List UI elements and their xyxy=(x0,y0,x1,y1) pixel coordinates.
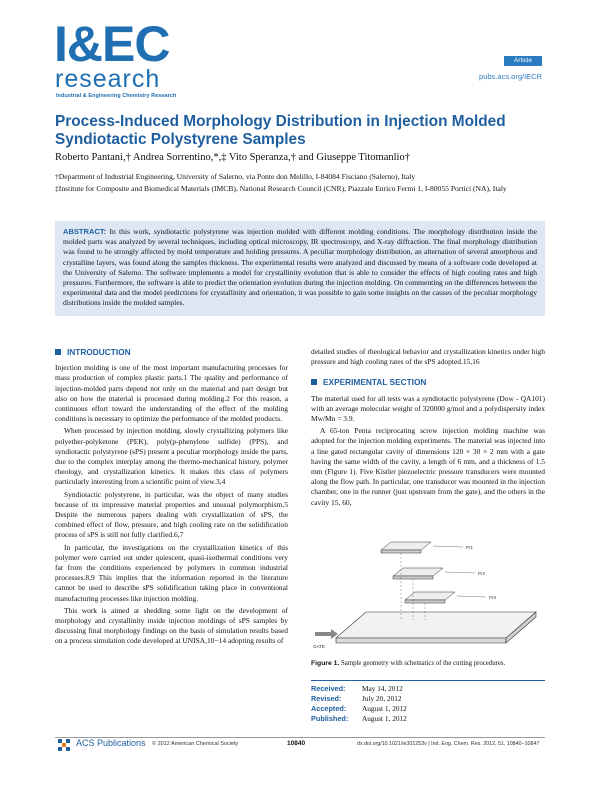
abstract-label: ABSTRACT: xyxy=(63,227,107,236)
experimental-paragraph: The material used for all tests was a syndiotactic polystyrene (Dow - QA101) with an average molecular weight of 320000 g/mol and a polydispersity index Mw/Mn = 3.9. xyxy=(311,393,545,424)
molded-plate xyxy=(336,612,536,638)
history-row: Revised: July 20, 2012 xyxy=(311,694,402,703)
left-column xyxy=(55,347,288,649)
right-column xyxy=(311,347,545,510)
label-leader xyxy=(433,546,463,547)
figure-caption xyxy=(311,659,545,668)
sample-slab-1-edge xyxy=(381,550,421,553)
journal-logo-research: research xyxy=(55,65,161,93)
abstract-box xyxy=(55,221,545,316)
article-type-badge: Article xyxy=(504,56,542,66)
abstract-text: In this work, syndiotactic polystyrene was injection molded with different molding conditions. The morphology distribution inside the molded parts was analyzed by several techniques, including optical microscopy, IR spectroscopy, and X-ray diffraction. The final morphology distribution was found to be strongly affected by mold temperature and holding pressures. A peculiar morphology distribution, an alternation of several amorphous and crystalline layers, was found along the samples thickness. The experimental results were analyzed and discussed by means of a software code developed at the University of Salerno. The software implements a model for crystallinity evolution that is able to consider the effects of high cooling rates and high pressures. Furthermore, the software is able to predict the orientation evolution during the injection molding. On commenting on the differences between the experimental data and the model predictions for crystallinity and orientation, it was possible to gain some insights on the causes of the peculiar morphology distributions inside the molded samples. xyxy=(63,227,537,308)
paper-title: Process-Induced Morphology Distribution in Injection Molded Syndiotactic Polystyrene Samples xyxy=(55,113,506,148)
affiliation-1: †Department of Industrial Engineering, University of Salerno, via Ponte don Melillo, I-84084 Fisciano (Salerno), Italy xyxy=(55,172,416,181)
transducer-label-pr2: Pr2 xyxy=(478,571,486,576)
gate-arrow-icon xyxy=(315,629,338,639)
label-leader xyxy=(445,572,475,573)
journal-logo: I&EC xyxy=(54,16,170,72)
history-row: Published: August 1, 2012 xyxy=(311,714,407,723)
intro-paragraph: Injection molding is one of the most important manufacturing processes for mass production of complex plastic parts.1 The quality and performance of injection-molded parts depend not only on the material and part design but also on how the material is processed during molding.2 For this reason, a continuous effort toward the understanding of the effect of the molding conditions is necessary to optimize the performance of the molded products. xyxy=(55,363,288,424)
intro-paragraph: In particular, the investigations on the crystallization kinetics of this polymer were carried out under quiescent, quasi-isothermal conditions very far from the conditions experienced by polymers in common industrial processes.8,9 This implies that the information reported in the literature cannot be used to describe sPS solidification taking place in conventional manufacturing processes like injection molding. xyxy=(55,542,288,603)
intro-paragraph: Syndiotactic polystyrene, in particular, was the object of many studies because of its impressive material properties and unusual polymorphism.5 Despite the numerous papers dealing with crystallization of sPS, the combined effect of flow, pressure, and high cooling rate on the solidification process of sPS is still not fully clarified.6,7 xyxy=(55,489,288,540)
continuation-paragraph: detailed studies of rheological behavior and crystallization kinetics under high pressure and high cooling rates of the sPS adopted.15,16 xyxy=(311,347,545,367)
page-number: 10840 xyxy=(287,740,306,747)
author-list: Roberto Pantani,† Andrea Sorrentino,*,‡ Vito Speranza,† and Giuseppe Titomanlio† xyxy=(55,152,410,163)
transducer-label-pr1: Pr1 xyxy=(466,545,474,550)
plate-edge xyxy=(336,638,506,643)
affiliation-2: ‡Institute for Composite and Biomedical Materials (IMCB), National Research Council (CNR), Piazzale Enrico Fermi 1, I-80055 Portici (NA), Italy xyxy=(55,184,507,193)
publisher-name[interactable]: ACS Publications xyxy=(76,738,146,748)
section-square-icon xyxy=(55,349,61,355)
introduction-heading: INTRODUCTION xyxy=(55,347,288,357)
acs-logo-icon xyxy=(57,737,71,751)
transducer-label-pr3: Pr3 xyxy=(489,595,497,600)
history-row: Received: May 14, 2012 xyxy=(311,684,403,693)
journal-logo-subtitle: Industrial & Engineering Chemistry Research xyxy=(56,93,177,99)
experimental-heading: EXPERIMENTAL SECTION xyxy=(311,377,545,387)
sample-slab-3 xyxy=(405,592,455,600)
copyright-notice: © 2012 American Chemical Society xyxy=(152,741,239,747)
section-square-icon xyxy=(311,379,317,385)
figure-caption-label: Figure 1. xyxy=(311,660,340,667)
gate-label: GATE xyxy=(313,644,325,649)
figure-sample-geometry xyxy=(311,520,545,660)
journal-url[interactable]: pubs.acs.org/IECR xyxy=(479,72,542,81)
experimental-paragraph: A 65-ton Penta reciprocating screw injection molding machine was adopted for the injection molding experiments. The material was injected into a line gated rectangular cavity of dimensions 120 × 30 × 2 mm with a gate having the same width of the cavity, a length of 6 mm, and a thickness of 1.5 mm (Figure 1). Five Kistler piezoelectric pressure transducers were mounted along the flow path. In particular, one transducer was mounted in the injection chamber, one in the runner (just upstream from the gate), and the others in the cavity 15, 60, xyxy=(311,426,545,507)
doi-citation[interactable]: dx.doi.org/10.1021/ie301253v | Ind. Eng. Chem. Res. 2012, 51, 10840−10847 xyxy=(357,741,540,747)
figure-caption-text: Sample geometry with schematics of the cutting procedures. xyxy=(341,660,506,667)
sample-slab-2-edge xyxy=(393,576,433,579)
intro-paragraph: When processed by injection molding, slowly crystallizing polymers like polyether-polyketone (PEK), poly(p-phenylene sulfide) (PPS), and syndiotactic polystyrene (sPS) present a peculiar morphology inside the parts, due to the complex interplay among the thermo-mechanical history, polymer rheology, and crystallization kinetics. It makes this class of polymers particularly interesting from a scientific point of view.3,4 xyxy=(55,426,288,487)
sample-slab-3-edge xyxy=(405,600,445,603)
intro-paragraph: This work is aimed at shedding some light on the development of morphology and crystallinity inside injection moldings of sPS samples by discussing final morphology findings on the basis of simulation results based on a process simulation code developed at UNISA,10−14 adopting results of xyxy=(55,605,288,646)
sample-slab-1 xyxy=(381,542,431,550)
sample-slab-2 xyxy=(393,568,443,576)
label-leader xyxy=(457,596,486,597)
history-row: Accepted: August 1, 2012 xyxy=(311,704,407,713)
article-history xyxy=(311,684,407,724)
history-divider xyxy=(311,680,545,681)
